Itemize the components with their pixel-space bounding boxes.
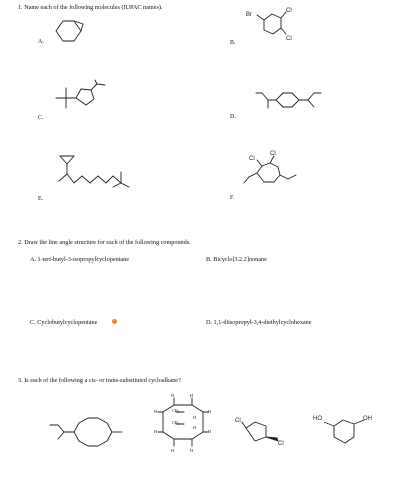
molecule-1e-cyclopropyl-alkane bbox=[50, 152, 140, 200]
atom-h: H bbox=[171, 448, 175, 453]
label-1e: E. bbox=[38, 196, 44, 202]
molecule-3a-cyclooctane bbox=[34, 408, 138, 456]
atom-h: H bbox=[154, 409, 158, 414]
methyl-group-lower: $CH_3$ bbox=[172, 420, 180, 426]
atom-h: H bbox=[193, 415, 197, 420]
atom-cl-left: Cl bbox=[249, 156, 255, 162]
atom-cl-right: Cl bbox=[278, 441, 284, 447]
molecule-1a-bicyclic bbox=[52, 16, 102, 48]
molecule-1b-dihalocyclohexane bbox=[240, 4, 306, 46]
molecule-3c-dichlorocyclopentane bbox=[232, 410, 304, 456]
label-1b: B. bbox=[230, 40, 236, 46]
atom-h: H bbox=[154, 429, 158, 434]
molecule-1c-alkylcyclopentane bbox=[48, 80, 114, 116]
orange-marker-dot bbox=[112, 319, 117, 324]
methyl-group-upper: $CH_3$ bbox=[172, 408, 180, 414]
label-1f: F. bbox=[230, 195, 235, 201]
compound-2b-name: B. Bicyclo[3.2.2]nonane bbox=[206, 256, 267, 263]
atom-cl-top: Cl bbox=[286, 8, 292, 14]
label-1d: D. bbox=[230, 114, 236, 120]
molecule-1d-diisopropylcyclohexane bbox=[250, 82, 334, 118]
compound-2d-name: D. 1,1-diisopropyl-3,4-diethylcyclohexane bbox=[206, 319, 312, 326]
atom-br: Br bbox=[246, 12, 252, 18]
label-1a: A. bbox=[38, 39, 44, 45]
question-2-prompt: 2. Draw the line angle structure for each of the following compounds. bbox=[18, 239, 191, 246]
question-3-prompt: 3. Is each of the following a cis- or trans-substituted cycloalkane? bbox=[18, 377, 181, 384]
atom-ho: HO bbox=[313, 416, 322, 422]
atom-h: H bbox=[190, 393, 194, 398]
atom-oh: OH bbox=[363, 416, 372, 422]
atom-h: H bbox=[171, 393, 175, 398]
compound-2a-name: A. 1-tert-butyl-3-isopropylcyclopentane bbox=[30, 256, 129, 263]
atom-cl-bottom: Cl bbox=[286, 36, 292, 42]
atom-cl-top: Cl bbox=[270, 151, 276, 157]
atom-h: H bbox=[193, 425, 197, 430]
atom-h: H bbox=[208, 409, 212, 414]
compound-2c-name: C. Cyclobutylcyclopentane bbox=[30, 319, 98, 326]
molecule-1f-dichlorocycloalkane bbox=[236, 146, 316, 198]
label-1c: C. bbox=[38, 115, 44, 121]
atom-h: H bbox=[208, 429, 212, 434]
question-1-prompt: 1. Name each of the following molecules (IUPAC names). bbox=[18, 4, 163, 11]
atom-cl-left: Cl bbox=[235, 418, 241, 424]
molecule-3d-cyclohexanediol bbox=[302, 410, 386, 456]
atom-h: H bbox=[190, 448, 194, 453]
molecule-3b-dimethylcyclohexane-projection bbox=[146, 392, 220, 458]
